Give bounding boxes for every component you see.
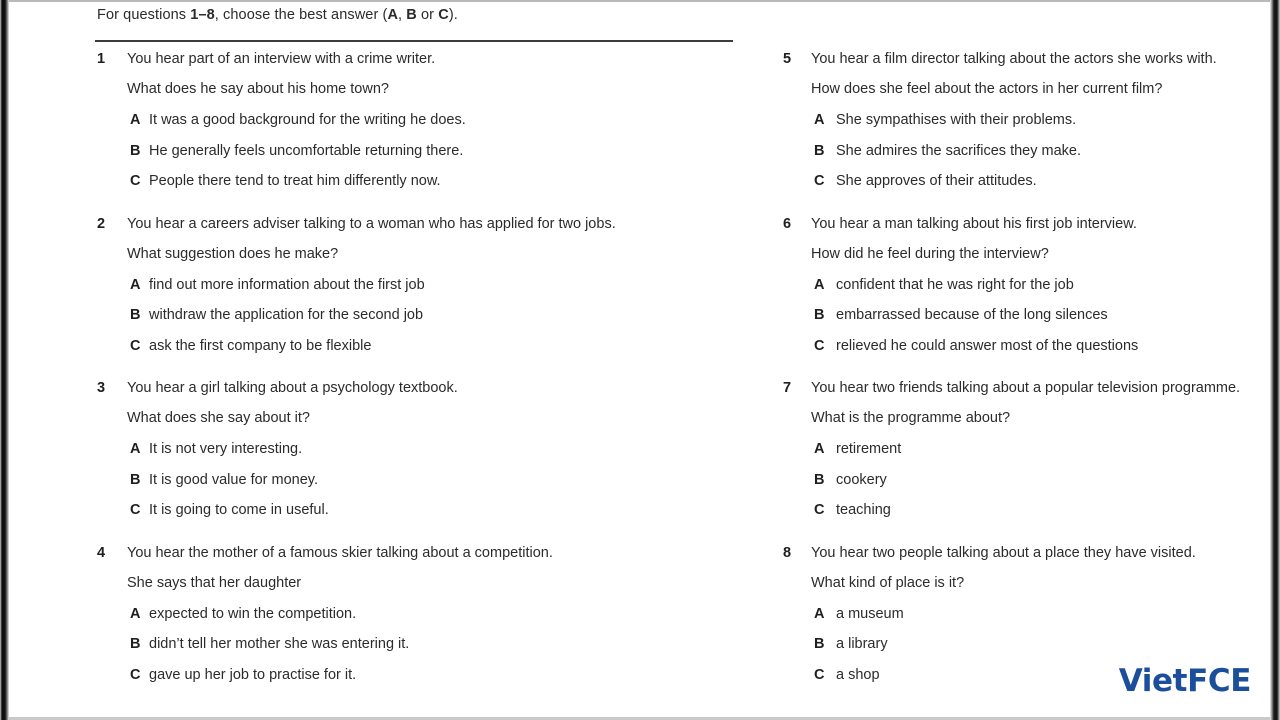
answer-option-letter: C <box>130 502 141 518</box>
answer-option-text: She admires the sacrifices they make. <box>836 142 1081 159</box>
answer-option[interactable] <box>130 606 757 623</box>
answer-option[interactable] <box>130 338 757 355</box>
question-heading <box>783 545 1273 562</box>
answer-option[interactable] <box>130 307 757 324</box>
question-number: 6 <box>783 215 792 232</box>
question-heading <box>97 380 757 397</box>
answer-option-letter: C <box>814 173 825 189</box>
question-stem: You hear a man talking about his first job interview. <box>811 215 1137 232</box>
paper-sheet <box>11 2 1270 717</box>
answer-option-text: It is going to come in useful. <box>149 502 329 518</box>
answer-option[interactable] <box>814 441 1273 458</box>
question-prompt: What kind of place is it? <box>811 574 965 591</box>
answer-option[interactable] <box>130 277 757 294</box>
question-number: 4 <box>97 544 106 561</box>
question-number: 1 <box>97 51 106 67</box>
answer-option-text: a shop <box>836 666 880 683</box>
answer-option-letter: A <box>130 112 141 128</box>
instruction-option-b: B <box>406 7 417 23</box>
answer-option[interactable] <box>814 112 1273 129</box>
answer-option-letter: C <box>814 502 825 518</box>
answer-option-text: didn’t tell her mother she was entering it. <box>149 636 410 652</box>
question-block <box>97 216 757 355</box>
answer-option[interactable] <box>814 636 1273 653</box>
answer-option-text: It is good value for money. <box>149 471 318 488</box>
answer-option[interactable] <box>814 173 1273 190</box>
answer-option-letter: B <box>130 471 141 488</box>
question-stem: You hear a film director talking about the actors she works with. <box>811 51 1217 67</box>
answer-option-text: find out more information about the first job <box>149 276 425 293</box>
instruction-comma: , <box>398 7 407 23</box>
instruction-or: or <box>416 7 439 23</box>
question-heading <box>97 545 757 562</box>
answer-option-letter: B <box>130 307 141 323</box>
answer-option[interactable] <box>130 143 757 160</box>
vietfce-watermark: VietFCE <box>1118 663 1251 699</box>
answer-option-letter: C <box>130 666 141 683</box>
answer-option[interactable] <box>130 173 757 190</box>
question-prompt: How did he feel during the interview? <box>811 245 1049 262</box>
answer-option[interactable] <box>130 112 757 129</box>
question-heading <box>783 380 1273 397</box>
question-number: 7 <box>783 380 792 396</box>
answer-option[interactable] <box>814 338 1273 355</box>
answer-option[interactable] <box>814 143 1273 160</box>
answer-option[interactable] <box>814 472 1273 489</box>
question-block <box>783 380 1273 519</box>
answer-option[interactable] <box>814 502 1273 519</box>
question-stem: You hear the mother of a famous skier talking about a competition. <box>127 544 553 561</box>
question-heading <box>783 216 1273 233</box>
answer-option[interactable] <box>814 606 1273 623</box>
question-prompt: How does she feel about the actors in her current film? <box>811 81 1163 97</box>
answer-option-letter: A <box>130 441 141 457</box>
answer-option-letter: B <box>814 471 825 488</box>
instruction-line <box>97 7 458 23</box>
answer-option[interactable] <box>814 277 1273 294</box>
question-number: 8 <box>783 544 792 561</box>
answer-option-letter: A <box>130 605 141 622</box>
answer-option[interactable] <box>130 472 757 489</box>
question-block <box>97 51 757 190</box>
answer-option[interactable] <box>130 667 757 684</box>
answer-option-letter: B <box>130 636 141 652</box>
answer-option-letter: B <box>130 142 141 159</box>
answer-option[interactable] <box>130 636 757 653</box>
answer-option-text: a library <box>836 636 888 652</box>
question-prompt: What is the programme about? <box>811 410 1011 426</box>
question-stem: You hear two friends talking about a popular television programme. <box>811 380 1241 396</box>
header-divider <box>95 40 733 42</box>
answer-option-text: He generally feels uncomfortable returning there. <box>149 142 464 159</box>
answer-option-text: a museum <box>836 605 904 622</box>
question-heading <box>783 51 1273 68</box>
question-number: 2 <box>97 215 106 232</box>
answer-option-text: She approves of their attitudes. <box>836 173 1037 189</box>
answer-option-letter: A <box>814 276 825 293</box>
answer-option-text: gave up her job to practise for it. <box>149 666 357 683</box>
question-prompt: What does he say about his home town? <box>127 81 389 97</box>
answer-option-text: She sympathises with their problems. <box>836 112 1077 128</box>
answer-option-letter: B <box>814 636 825 652</box>
answer-option-text: expected to win the competition. <box>149 605 357 622</box>
answer-option[interactable] <box>130 441 757 458</box>
answer-option-text: embarrassed because of the long silences <box>836 307 1108 323</box>
scan-edge-left <box>0 0 9 720</box>
question-stem: You hear a girl talking about a psychology textbook. <box>127 380 458 396</box>
answer-option-text: retirement <box>836 441 902 457</box>
answer-option-letter: C <box>814 666 825 683</box>
question-block <box>97 380 757 519</box>
question-stem: You hear two people talking about a place they have visited. <box>811 544 1196 561</box>
answer-option-text: cookery <box>836 471 887 488</box>
answer-option-text: It was a good background for the writing he does. <box>149 112 466 128</box>
question-stem: You hear a careers adviser talking to a woman who has applied for two jobs. <box>127 215 616 232</box>
question-heading <box>97 216 757 233</box>
answer-option-text: confident that he was right for the job <box>836 276 1074 293</box>
question-prompt: She says that her daughter <box>127 574 302 591</box>
answer-option-text: It is not very interesting. <box>149 441 303 457</box>
question-block <box>783 216 1273 355</box>
questions-column-right <box>783 51 1273 684</box>
answer-option-letter: C <box>814 337 825 354</box>
answer-option-letter: A <box>814 441 825 457</box>
questions-column-left <box>97 51 757 684</box>
answer-option-letter: C <box>130 173 141 189</box>
question-number: 5 <box>783 51 792 67</box>
answer-option-text: teaching <box>836 502 891 518</box>
answer-option-text: ask the first company to be flexible <box>149 337 372 354</box>
question-block <box>97 545 757 684</box>
instruction-option-c: C <box>438 7 449 23</box>
answer-option-letter: C <box>130 337 141 354</box>
question-prompt: What suggestion does he make? <box>127 245 339 262</box>
question-block <box>783 51 1273 190</box>
answer-option-letter: A <box>130 276 141 293</box>
question-heading <box>97 51 757 68</box>
answer-option-letter: A <box>814 112 825 128</box>
answer-option-text: People there tend to treat him differently now. <box>149 173 441 189</box>
answer-option[interactable] <box>814 307 1273 324</box>
answer-option-text: relieved he could answer most of the questions <box>836 337 1139 354</box>
instruction-option-a: A <box>387 7 399 23</box>
question-number: 3 <box>97 380 106 396</box>
answer-option-letter: B <box>814 307 825 323</box>
instruction-middle: , choose the best answer ( <box>214 7 388 23</box>
answer-option-letter: B <box>814 142 825 159</box>
answer-option-letter: A <box>814 605 825 622</box>
instruction-question-range: 1–8 <box>190 7 215 23</box>
question-stem: You hear part of an interview with a crime writer. <box>127 51 436 67</box>
instruction-suffix: ). <box>448 7 458 23</box>
question-prompt: What does she say about it? <box>127 410 310 426</box>
instruction-prefix: For questions <box>97 7 191 23</box>
answer-option-text: withdraw the application for the second job <box>149 307 424 323</box>
answer-option[interactable] <box>130 502 757 519</box>
